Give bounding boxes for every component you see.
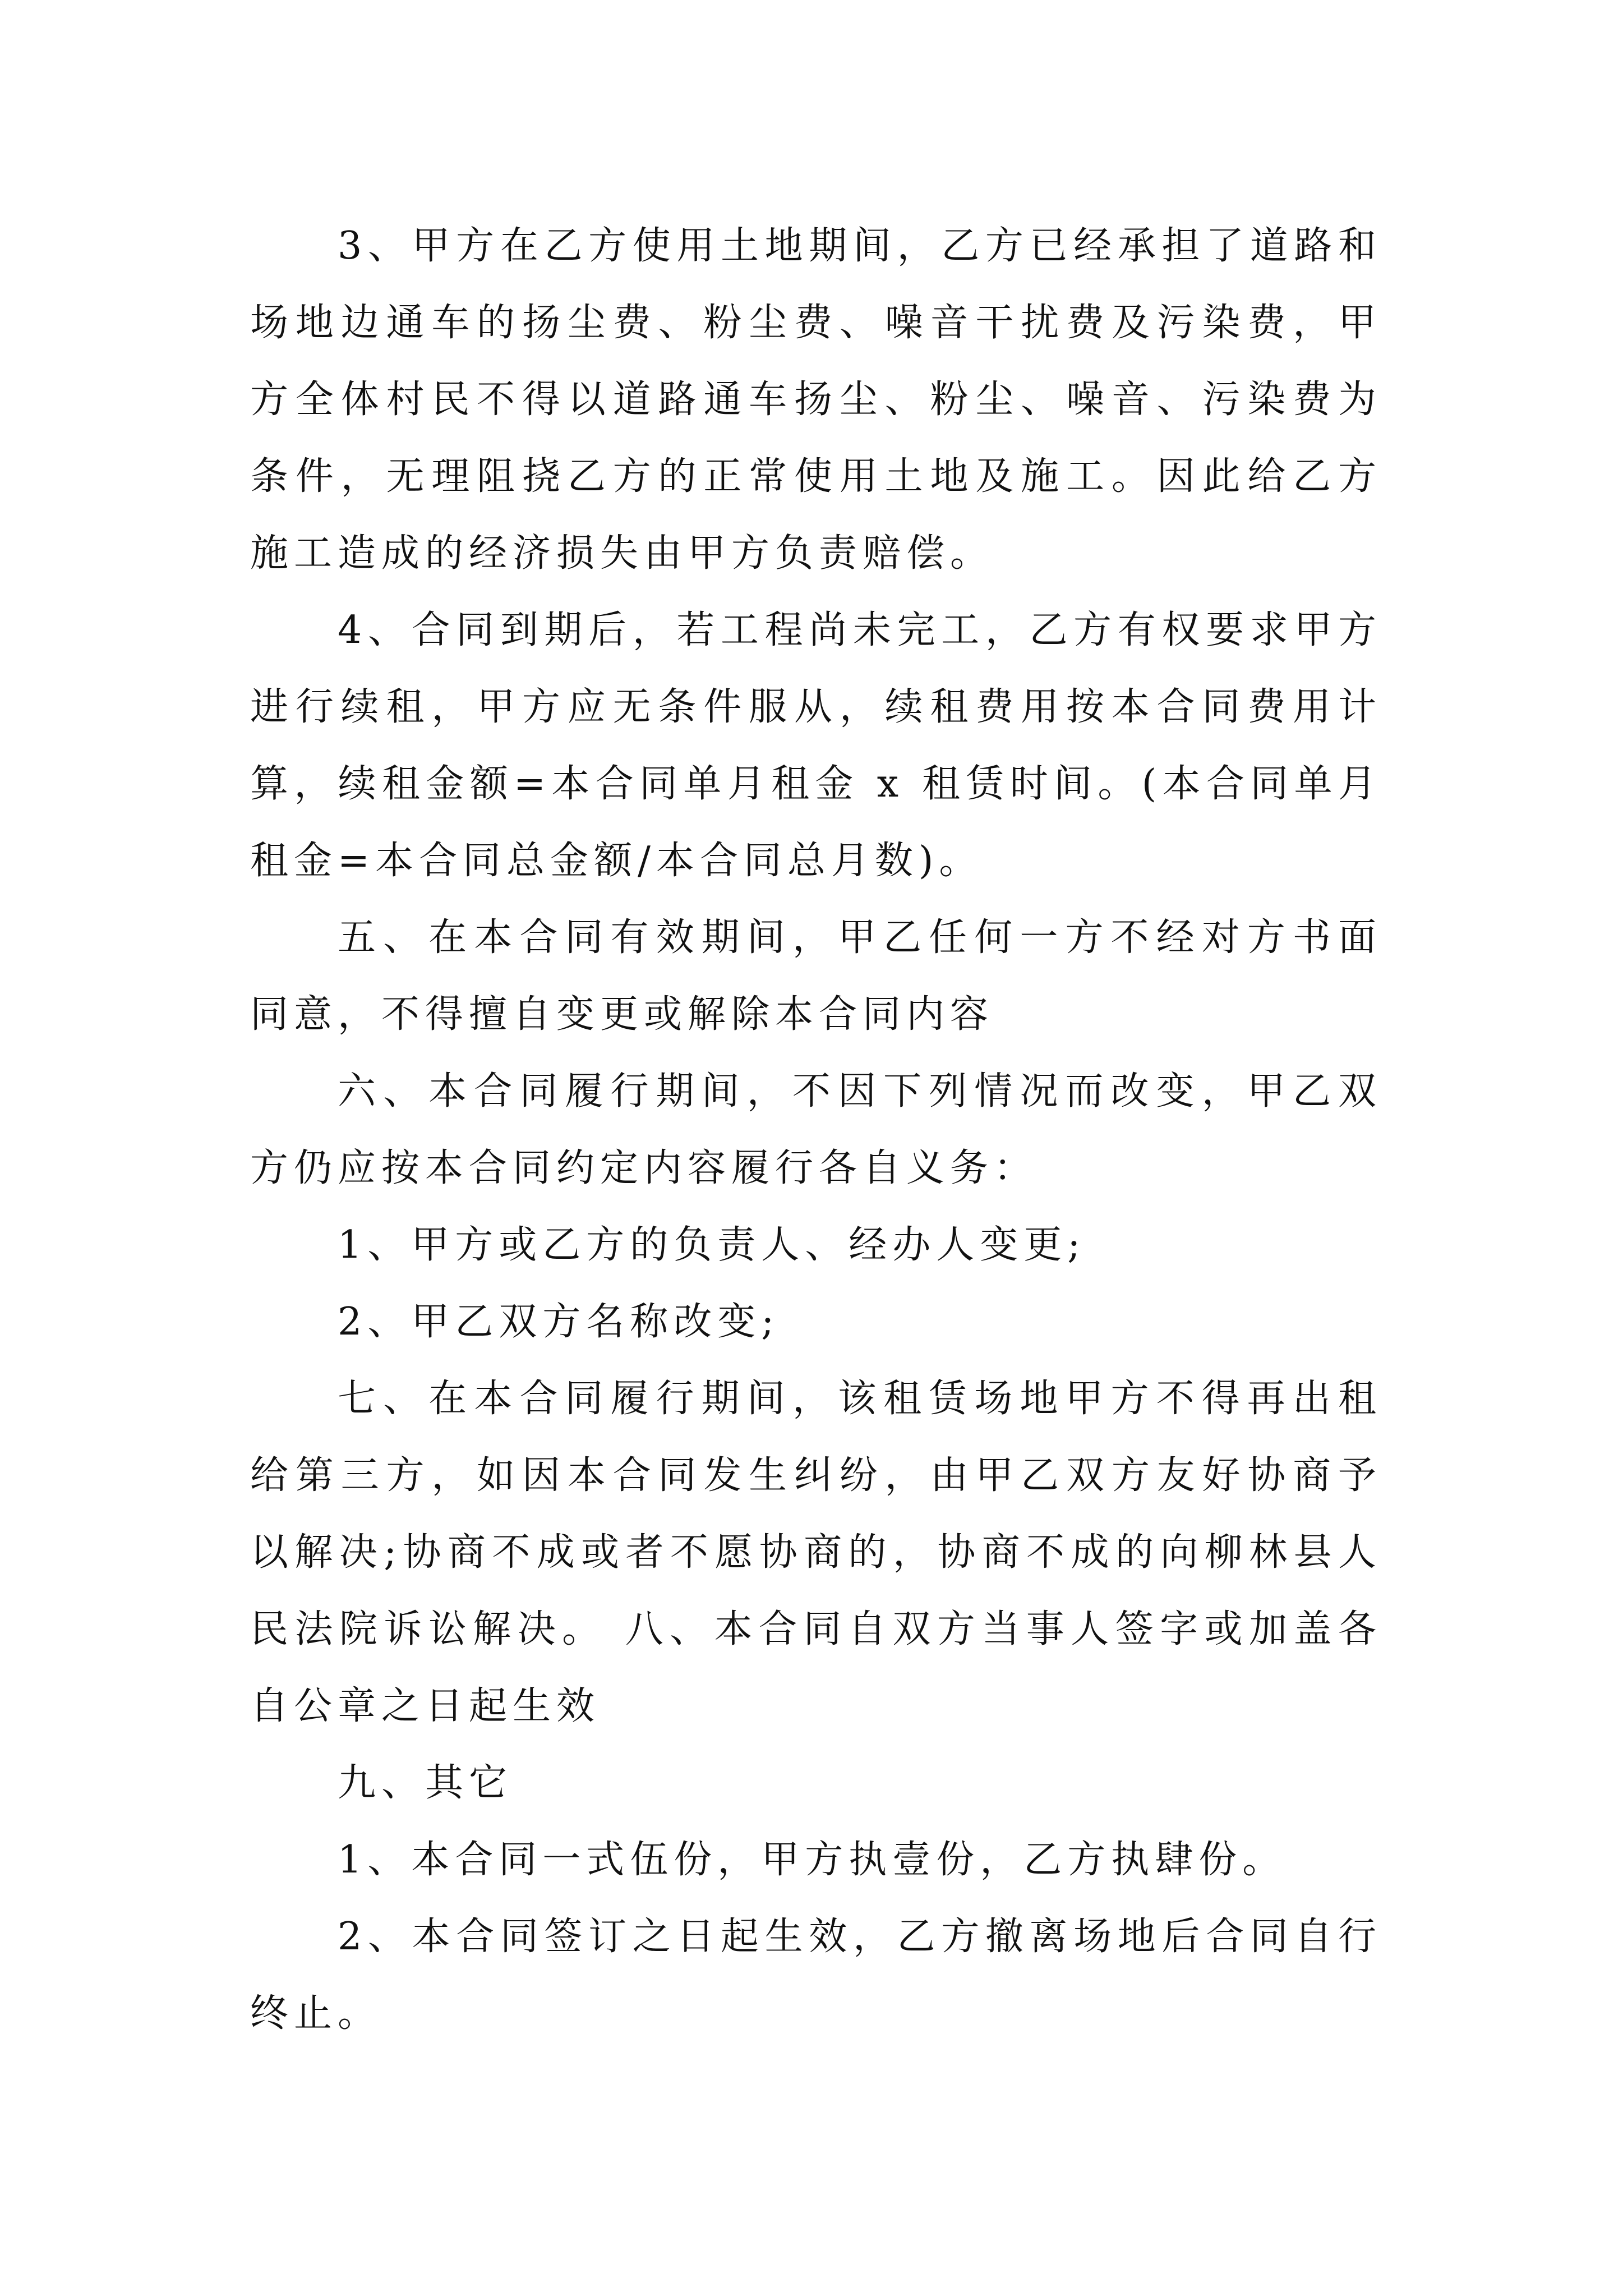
paragraph-other-item-2-termination: 2、本合同签订之日起生效，乙方撤离场地后合同自行终止。	[250, 1915, 1382, 2036]
paragraph-item-1-person-change: 1、甲方或乙方的负责人、经办人变更;	[338, 1223, 1086, 1267]
paragraph-clause-3-road-dust-fees: 3、甲方在乙方使用土地期间，乙方已经承担了道路和场地边通车的扬尘费、粉尘费、噪音干扰费及污染费，甲方全体村民不得以道路通车扬尘、粉尘、噪音、污染费为条件，无理阻挠乙方的正常使用土地及施工。因此给乙方施工造成的经济损失由甲方负责赔偿。	[250, 224, 1382, 576]
paragraph-other-item-1-copies: 1、本合同一式伍份，甲方执壹份，乙方执肆份。	[338, 1838, 1287, 1882]
paragraph-article-9-other: 九、其它	[338, 1761, 513, 1805]
paragraph-clause-4-lease-renewal: 4、合同到期后，若工程尚未完工，乙方有权要求甲方进行续租，甲方应无条件服从，续租费用按本合同费用计算，续租金额=本合同单月租金 x 租赁时间。(本合同单月租金=本合同总金额/本合同总月数)。	[250, 608, 1382, 883]
paragraph-article-6-obligations-unchanged: 六、本合同履行期间，不因下列情况而改变，甲乙双方仍应按本合同约定内容履行各自义务：	[250, 1069, 1382, 1190]
paragraph-article-7-8-disputes-effectiveness: 七、在本合同履行期间，该租赁场地甲方不得再出租给第三方，如因本合同发生纠纷，由甲乙双方友好协商予以解决;协商不成或者不愿协商的，协商不成的向柳林县人民法院诉讼解决。 八、本合同自双方当事人签字或加盖各自公章之日起生效	[250, 1377, 1382, 1728]
paragraph-item-2-name-change: 2、甲乙双方名称改变;	[338, 1300, 780, 1344]
document-body	[250, 208, 1382, 2052]
paragraph-article-5-no-unilateral-change: 五、在本合同有效期间，甲乙任何一方不经对方书面同意，不得擅自变更或解除本合同内容	[250, 915, 1382, 1037]
